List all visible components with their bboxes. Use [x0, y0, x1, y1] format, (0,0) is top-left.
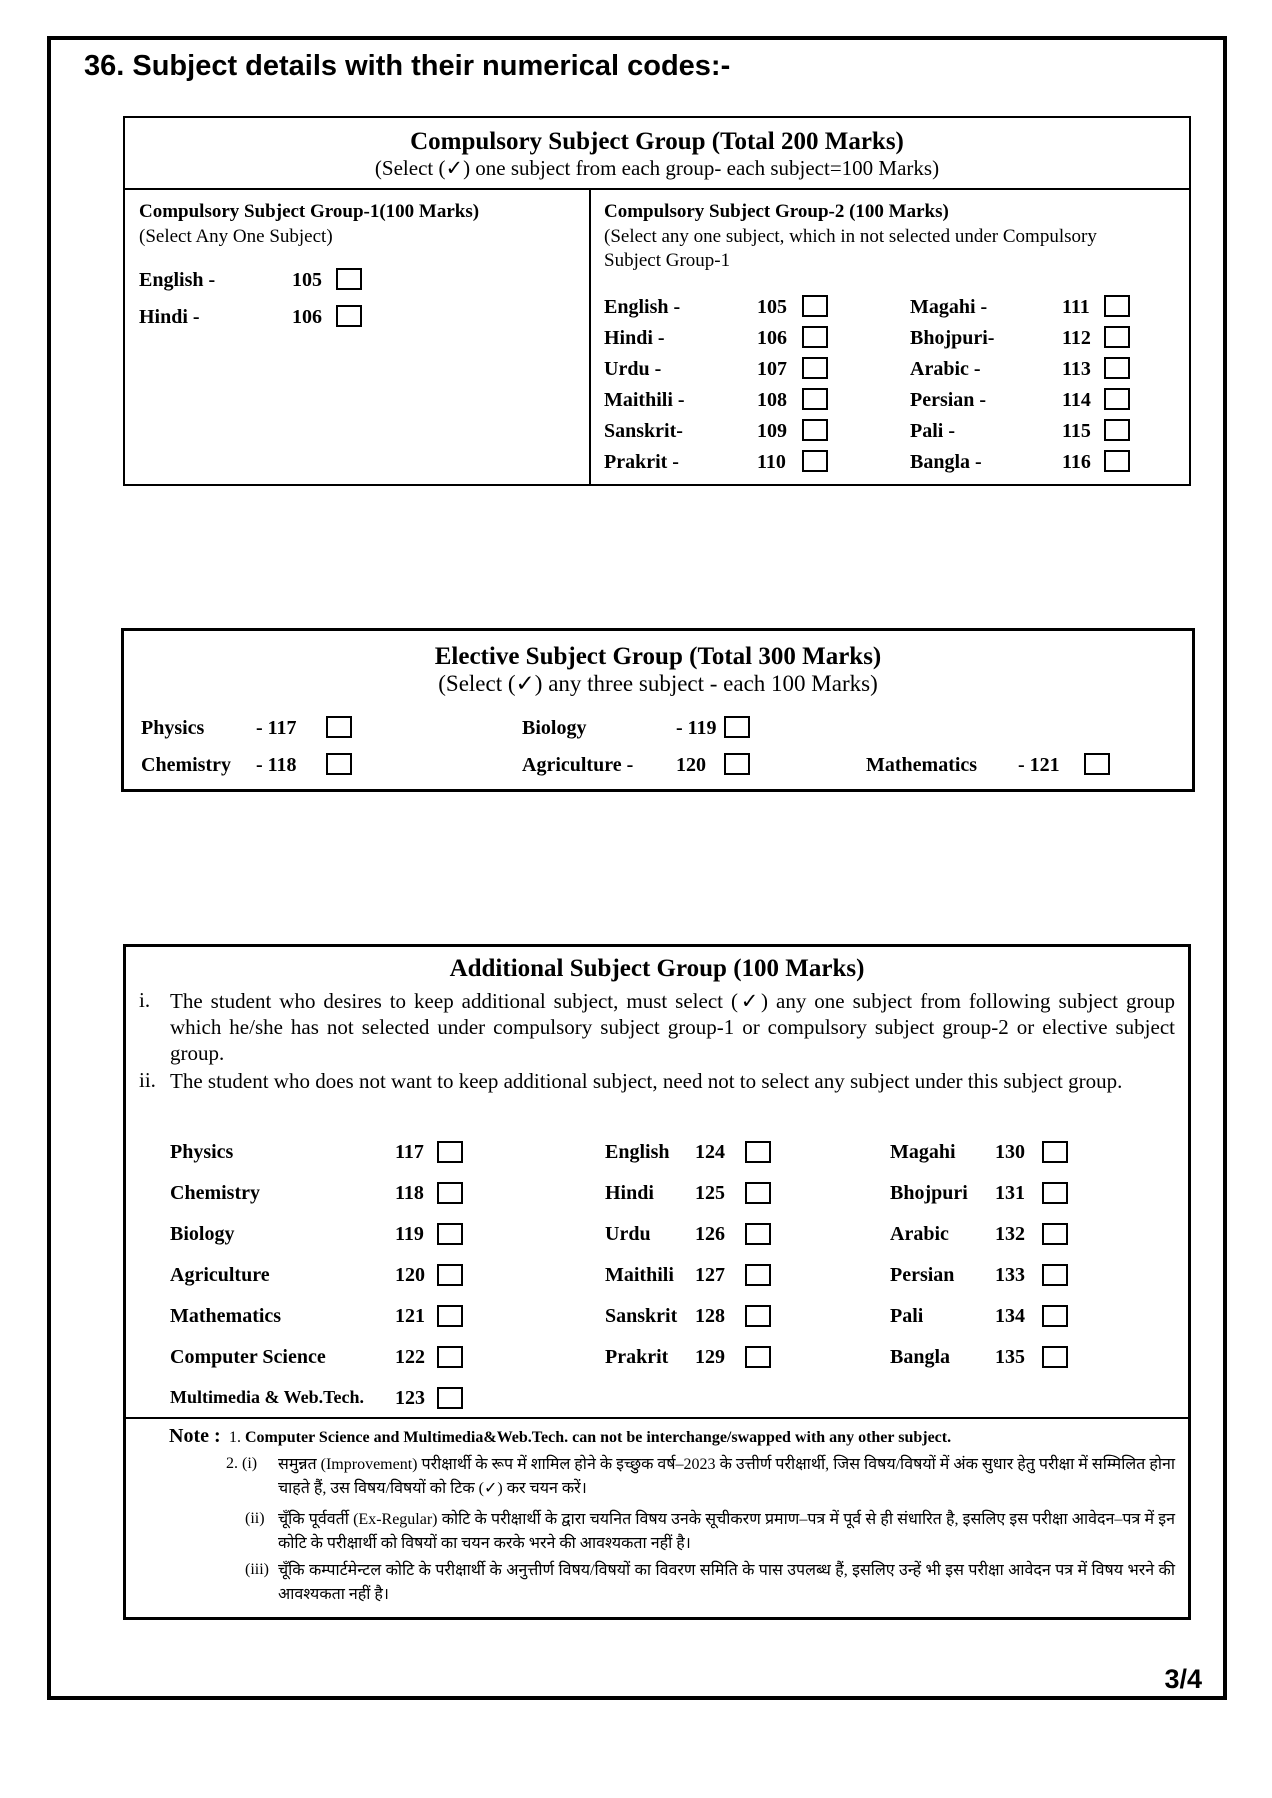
additional-subject-checkbox[interactable] [437, 1305, 463, 1327]
elective-subject-code: - 118 [256, 754, 297, 776]
additional-subject-name: Prakrit [605, 1346, 669, 1368]
additional-subject-name: Maithili [605, 1264, 674, 1286]
group2-subject-checkbox[interactable] [1104, 419, 1130, 441]
elective-subject-code: - 117 [256, 717, 297, 739]
additional-subject-code: 132 [995, 1223, 1025, 1245]
group2-subject-checkbox[interactable] [1104, 326, 1130, 348]
additional-subject-name: Mathematics [170, 1305, 282, 1327]
compulsory-header-box [123, 116, 1191, 190]
group2-subject-name: Arabic - [910, 358, 981, 380]
compulsory-subtitle: (Select (✓) one subject from each group- each subject=100 Marks) [374, 156, 940, 180]
additional-subject-code: 123 [395, 1387, 425, 1409]
note-1-marker: 1. [229, 1429, 241, 1446]
additional-subject-checkbox[interactable] [745, 1264, 771, 1286]
additional-subject-code: 117 [395, 1141, 424, 1163]
additional-subject-code: 134 [995, 1305, 1025, 1327]
additional-subject-code: 129 [695, 1346, 725, 1368]
group2-subject-name: English - [604, 296, 681, 318]
additional-subject-code: 121 [395, 1305, 425, 1327]
additional-subject-name: Hindi [605, 1182, 654, 1204]
elective-subject-checkbox[interactable] [326, 716, 352, 738]
group2-title: Compulsory Subject Group-2 (100 Marks) [604, 201, 949, 222]
additional-subject-name: Sanskrit [605, 1305, 678, 1327]
additional-subject-checkbox[interactable] [1042, 1305, 1068, 1327]
elective-subject-code: - 119 [676, 717, 717, 739]
group2-subject-name: Bangla - [910, 451, 982, 473]
group2-subject-checkbox[interactable] [802, 388, 828, 410]
additional-subject-checkbox[interactable] [745, 1346, 771, 1368]
additional-subject-name: Physics [170, 1141, 234, 1163]
additional-subject-code: 133 [995, 1264, 1025, 1286]
note-2iii: चूँकि कम्पार्टमेन्टल कोटि के परीक्षार्थी के अनुत्तीर्ण विषय/विषयों का विवरण समिति के पास उपलब्ध हैं, इसलिए उन्हें भी इस परीक्षा आवेदन पत्र में विषय भरने की आवश्यकता नहीं है। [278, 1562, 1175, 1603]
additional-subject-checkbox[interactable] [437, 1264, 463, 1286]
additional-title: Additional Subject Group (100 Marks) [449, 955, 865, 982]
elective-subject-name: Agriculture - [522, 754, 634, 776]
additional-subject-code: 122 [395, 1346, 425, 1368]
additional-subject-checkbox[interactable] [1042, 1182, 1068, 1204]
group2-subject-checkbox[interactable] [802, 357, 828, 379]
group2-subject-code: 111 [1062, 296, 1090, 318]
additional-subject-checkbox[interactable] [745, 1182, 771, 1204]
additional-subject-name: Arabic [890, 1223, 949, 1245]
group2-subject-code: 116 [1062, 451, 1091, 473]
group2-subject-checkbox[interactable] [802, 326, 828, 348]
additional-subject-checkbox[interactable] [437, 1223, 463, 1245]
additional-subject-name: Biology [170, 1223, 235, 1245]
additional-subject-code: 128 [695, 1305, 725, 1327]
elective-subject-code: - 121 [1018, 754, 1060, 776]
additional-point2: The student who does not want to keep additional subject, need not to select any subject under this subject group. [170, 1069, 1123, 1093]
group2-subject-name: Sanskrit- [604, 420, 683, 442]
elective-subject-checkbox[interactable] [724, 753, 750, 775]
additional-subject-code: 130 [995, 1141, 1025, 1163]
additional-subject-checkbox[interactable] [437, 1182, 463, 1204]
note-1: Computer Science and Multimedia&Web.Tech. can not be interchange/swapped with any other subject. [245, 1429, 952, 1446]
group2-subject-code: 113 [1062, 358, 1091, 380]
additional-subject-code: 118 [395, 1182, 424, 1204]
group2-subject-name: Hindi - [604, 327, 665, 349]
group2-subject-name: Bhojpuri- [910, 327, 995, 349]
group1-subject-name: Hindi - [139, 306, 200, 328]
note-divider [124, 1417, 1190, 1419]
additional-subject-name: Urdu [605, 1223, 651, 1245]
elective-subject-name: Chemistry [141, 754, 231, 776]
additional-subject-checkbox[interactable] [745, 1141, 771, 1163]
group2-subject-code: 115 [1062, 420, 1091, 442]
additional-subject-checkbox[interactable] [1042, 1141, 1068, 1163]
group1-subject-checkbox[interactable] [336, 268, 362, 290]
note-label: Note : [169, 1425, 221, 1447]
additional-subject-code: 124 [695, 1141, 725, 1163]
additional-subject-name: Magahi [890, 1141, 956, 1163]
group2-subject-checkbox[interactable] [802, 419, 828, 441]
additional-subject-code: 119 [395, 1223, 424, 1245]
additional-subject-checkbox[interactable] [437, 1346, 463, 1368]
group2-subject-code: 110 [757, 451, 786, 473]
group2-subject-checkbox[interactable] [1104, 295, 1130, 317]
elective-title: Elective Subject Group (Total 300 Marks) [434, 643, 882, 670]
elective-subject-name: Biology [522, 717, 587, 739]
additional-subject-code: 125 [695, 1182, 725, 1204]
page-number: 3/4 [1164, 1664, 1202, 1694]
additional-subject-code: 127 [695, 1264, 725, 1286]
group1-subject-code: 105 [292, 269, 322, 291]
group2-subject-name: Pali - [910, 420, 955, 442]
note-2iii-marker: (iii) [245, 1561, 269, 1578]
additional-subject-name: Computer Science [170, 1346, 326, 1368]
elective-subject-name: Physics [141, 717, 205, 739]
group1-instruction: (Select Any One Subject) [139, 226, 333, 247]
elective-subject-name: Mathematics [866, 754, 978, 776]
compulsory-title: Compulsory Subject Group (Total 200 Marks) [410, 128, 904, 155]
additional-point1: The student who desires to keep additional subject, must select (✓) any one subject from following subject group which he/she has not selected under compulsory subject group-1 or compulsory subject group-2 or elective subject group. [170, 989, 1175, 1065]
group2-subject-name: Maithili - [604, 389, 685, 411]
elective-subject-checkbox[interactable] [724, 716, 750, 738]
additional-subject-code: 120 [395, 1264, 425, 1286]
section-heading: 36. Subject details with their numerical codes:- [84, 50, 731, 82]
group2-subject-checkbox[interactable] [1104, 357, 1130, 379]
group2-subject-checkbox[interactable] [802, 295, 828, 317]
group2-subject-name: Magahi - [910, 296, 988, 318]
group1-subject-checkbox[interactable] [336, 305, 362, 327]
additional-subject-name: Bhojpuri [890, 1182, 968, 1204]
additional-subject-checkbox[interactable] [745, 1223, 771, 1245]
group2-instruction-line2: Subject Group-1 [604, 250, 731, 271]
elective-subject-code: 120 [676, 754, 706, 776]
group2-subject-name: Urdu - [604, 358, 662, 380]
additional-subject-code: 131 [995, 1182, 1025, 1204]
elective-subject-checkbox[interactable] [1084, 753, 1110, 775]
group2-subject-code: 106 [757, 327, 787, 349]
additional-subject-code: 126 [695, 1223, 725, 1245]
additional-subject-name: Persian [890, 1264, 955, 1286]
group2-subject-name: Persian - [910, 389, 987, 411]
note-2ii: चूँकि पूर्ववर्ती (Ex-Regular) कोटि के परीक्षार्थी के द्वारा चयनित विषय उनके सूचीकरण प्रमाण–पत्र में पूर्व से ही संधारित है, इसलिए इस परीक्षा आवेदन–पत्र में इन कोटि के परीक्षार्थी को विषयों का चयन करके भरने की आवश्यकता नहीं है। [278, 1511, 1175, 1552]
note-2i-marker: 2. (i) [226, 1455, 258, 1472]
group1-subject-name: English - [139, 269, 216, 291]
additional-subject-name: Pali [890, 1305, 924, 1327]
note-2i: समुन्नत (Improvement) परीक्षार्थी के रूप में शामिल होने के इच्छुक वर्ष–2023 के उत्तीर्ण परीक्षार्थी, जिस विषय/विषयों में अंक सुधार हेतु परीक्षा में सम्मिलित होना चाहते हैं, उस विषय/विषयों को टिक (✓) कर चयन करें। [278, 1456, 1175, 1497]
additional-subject-name: English [605, 1141, 670, 1163]
group2-subject-code: 108 [757, 389, 787, 411]
additional-subject-checkbox[interactable] [1042, 1223, 1068, 1245]
group2-subject-checkbox[interactable] [802, 450, 828, 472]
additional-point2-marker: ii. [139, 1068, 156, 1092]
group2-subject-code: 105 [757, 296, 787, 318]
additional-subject-code: 135 [995, 1346, 1025, 1368]
additional-subject-name: Chemistry [170, 1182, 260, 1204]
group2-subject-checkbox[interactable] [1104, 450, 1130, 472]
note-2ii-marker: (ii) [245, 1510, 265, 1527]
group1-title: Compulsory Subject Group-1(100 Marks) [139, 201, 480, 222]
elective-subtitle: (Select (✓) any three subject - each 100 Marks) [438, 671, 878, 696]
group2-subject-code: 112 [1062, 327, 1091, 349]
group2-subject-checkbox[interactable] [1104, 388, 1130, 410]
additional-subject-checkbox[interactable] [437, 1387, 463, 1409]
additional-point1-marker: i. [139, 988, 151, 1012]
additional-subject-checkbox[interactable] [1042, 1346, 1068, 1368]
elective-subject-checkbox[interactable] [326, 753, 352, 775]
additional-subject-name: Agriculture [170, 1264, 270, 1286]
group2-subject-code: 114 [1062, 389, 1091, 411]
group2-instruction-line1: (Select any one subject, which in not selected under Compulsory [604, 226, 1097, 247]
group2-subject-code: 107 [757, 358, 787, 380]
additional-subject-name: Multimedia & Web.Tech. [170, 1387, 365, 1407]
additional-subject-checkbox[interactable] [745, 1305, 771, 1327]
group2-subject-name: Prakrit - [604, 451, 679, 473]
additional-subject-checkbox[interactable] [1042, 1264, 1068, 1286]
group2-subject-code: 109 [757, 420, 787, 442]
additional-subject-checkbox[interactable] [437, 1141, 463, 1163]
group1-subject-code: 106 [292, 306, 322, 328]
additional-subject-name: Bangla [890, 1346, 951, 1368]
